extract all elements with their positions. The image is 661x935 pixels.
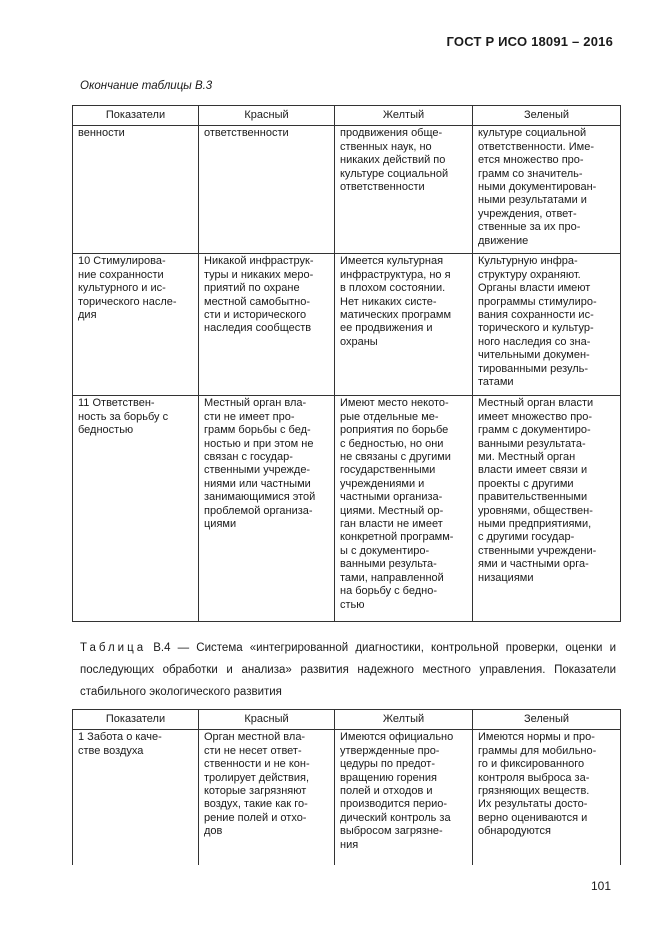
column-header-green: Зеленый [473,106,621,126]
table-caption-text: В.4 — Система «интегрированной диагностики, контрольной проверки, оценки и последующих обработки и анализа» развития надежного местного управления. Показатели стабильного экологического развития [80,642,616,698]
table-v3-end [72,105,621,622]
indicator-cell: 1 Забота о каче- стве воздуха [73,730,199,866]
yellow-cell: Имеются официально утвержденные про- цедуры по предот- вращению горения полей и отходов и производится перио- дический контроль за выбросом загрязне- ния [335,730,473,866]
table-continuation-caption: Окончание таблицы В.3 [80,80,213,92]
indicator-cell: венности [73,126,199,254]
red-cell: Никакой инфраструк- туры и никаких меро- приятий по охране местной самобытно- сти и исторического наследия сообществ [199,254,335,396]
green-cell: Культурную инфра- структуру охраняют. Органы власти имеют программы стимулиро- вания сохранности ис- торического и культур- ного наследия со зна- чительными докумен- тированными резуль- татами [473,254,621,396]
table-caption-label: Таблица [80,642,147,654]
page-number: 101 [590,879,611,893]
column-header-red: Красный [199,106,335,126]
table-row [73,396,621,622]
column-header-green: Зеленый [473,710,621,730]
column-header-indicators: Показатели [73,710,199,730]
green-cell: Имеются нормы и про- граммы для мобильно- го и фиксированного контроля выброса за- грязняющих веществ. Их результаты досто- верно оцениваются и обнародуются [473,730,621,866]
indicator-cell: 10 Стимулирова- ние сохранности культурного и ис- торического насле- дия [73,254,199,396]
column-header-yellow: Желтый [335,710,473,730]
yellow-cell: продвижения обще- ственных наук, но никаких действий по культуре социальной ответственности [335,126,473,254]
document-code-header: ГОСТ Р ИСО 18091 – 2016 [446,34,613,49]
table-row [73,254,621,396]
red-cell: ответственности [199,126,335,254]
column-header-indicators: Показатели [73,106,199,126]
column-header-yellow: Желтый [335,106,473,126]
table-header-row [73,710,621,730]
green-cell: Местный орган власти имеет множество про- грамм с документиро- ванными результата- ми. Местный орган власти имеет связи и проекты с другими правительственными уровнями, обществен- ными предприятиями, с другими государ- ственными учреждени- ями и частными орга- низациями [473,396,621,622]
column-header-red: Красный [199,710,335,730]
green-cell: культуре социальной ответственности. Име- ется множество про- грамм со значитель- ными документирован- ными результатами и учреждения, ответ- ственные за их про- движение [473,126,621,254]
table-row [73,126,621,254]
table-row [73,730,621,866]
yellow-cell: Имеют место некото- рые отдельные ме- роприятия по борьбе с бедностью, но они не связаны с другими государственными учреждениями и частными организа- циями. Местный ор- ган власти не имеет конкретной программ- ы с документиро- ванными результа- тами, направленной на борьбу с бедно- стью [335,396,473,622]
table-header-row [73,106,621,126]
red-cell: Местный орган вла- сти не имеет про- грамм борьбы с бед- ностью и при этом не связан с государ- ственными учрежде- ниями или частными занимающимися этой проблемой организа- циями [199,396,335,622]
indicator-cell: 11 Ответствен- ность за борьбу с бедностью [73,396,199,622]
red-cell: Орган местной вла- сти не несет ответ- ственности и не кон- тролирует действия, которые загрязняют воздух, такие как го- рение полей и отхо- дов [199,730,335,866]
table-v4 [72,709,621,865]
table-v4-caption [80,637,616,703]
yellow-cell: Имеется культурная инфраструктура, но я в плохом состоянии. Нет никаких систе- матических программ ее продвижения и охраны [335,254,473,396]
